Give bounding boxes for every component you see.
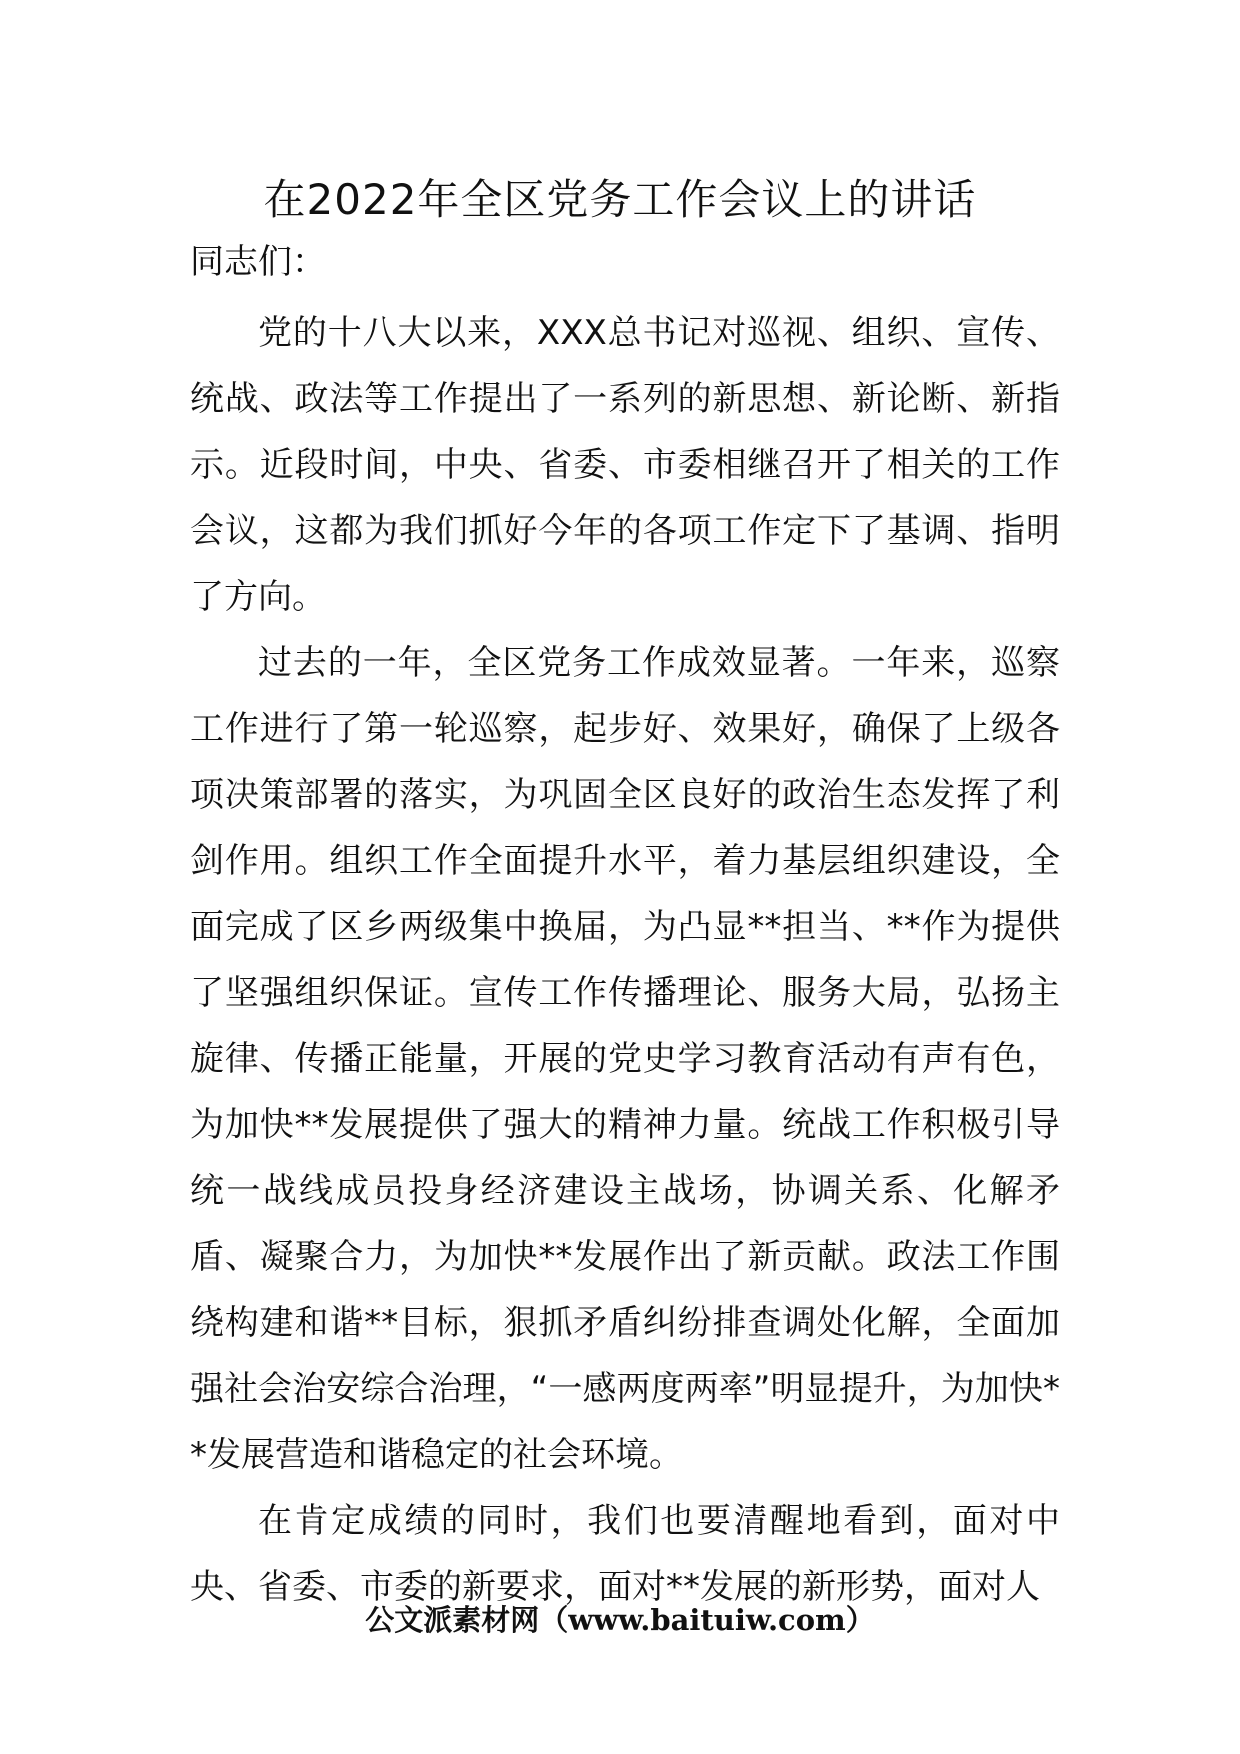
paragraph: 在肯定成绩的同时，我们也要清醒地看到，面对中央、省委、市委的新要求，面对**发展的新形势，面对人: [190, 1501, 1060, 1607]
paragraph: 过去的一年，全区党务工作成效显著。一年来，巡察工作进行了第一轮巡察，起步好、效果好，确保了上级各项决策部署的落实，为巩固全区良好的政治生态发挥了利剑作用。组织工作全面提升水平，着力基层组织建设，全面完成了区乡两级集中换届，为凸显**担当、**作为提供了坚强组织保证。宣传工作传播理论、服务大局，弘扬主旋律、传播正能量，开展的党史学习教育活动有声有色，为加快**发展提供了强大的精神力量。统战工作积极引导统一战线成员投身经济建设主战场，协调关系、化解矛盾、凝聚合力，为加快**发展作出了新贡献。政法工作围绕构建和谐**目标，狠抓矛盾纠纷排查调处化解，全面加强社会治安综合治理，“一感两度两率”明显提升，为加快**发展营造和谐稳定的社会环境。: [190, 643, 1060, 1475]
footer-watermark: 公文派素材网（www.baituiw.com）: [365, 1603, 875, 1637]
page-title: 在2022年全区党务工作会议上的讲话: [263, 175, 977, 224]
salutation: 同志们：: [190, 242, 326, 282]
paragraph: 党的十八大以来，XXX总书记对巡视、组织、宣传、统战、政法等工作提出了一系列的新思想、新论断、新指示。近段时间，中央、省委、市委相继召开了相关的工作会议，这都为我们抓好今年的各项工作定下了基调、指明了方向。: [190, 313, 1060, 617]
body-text: [190, 300, 1060, 1620]
